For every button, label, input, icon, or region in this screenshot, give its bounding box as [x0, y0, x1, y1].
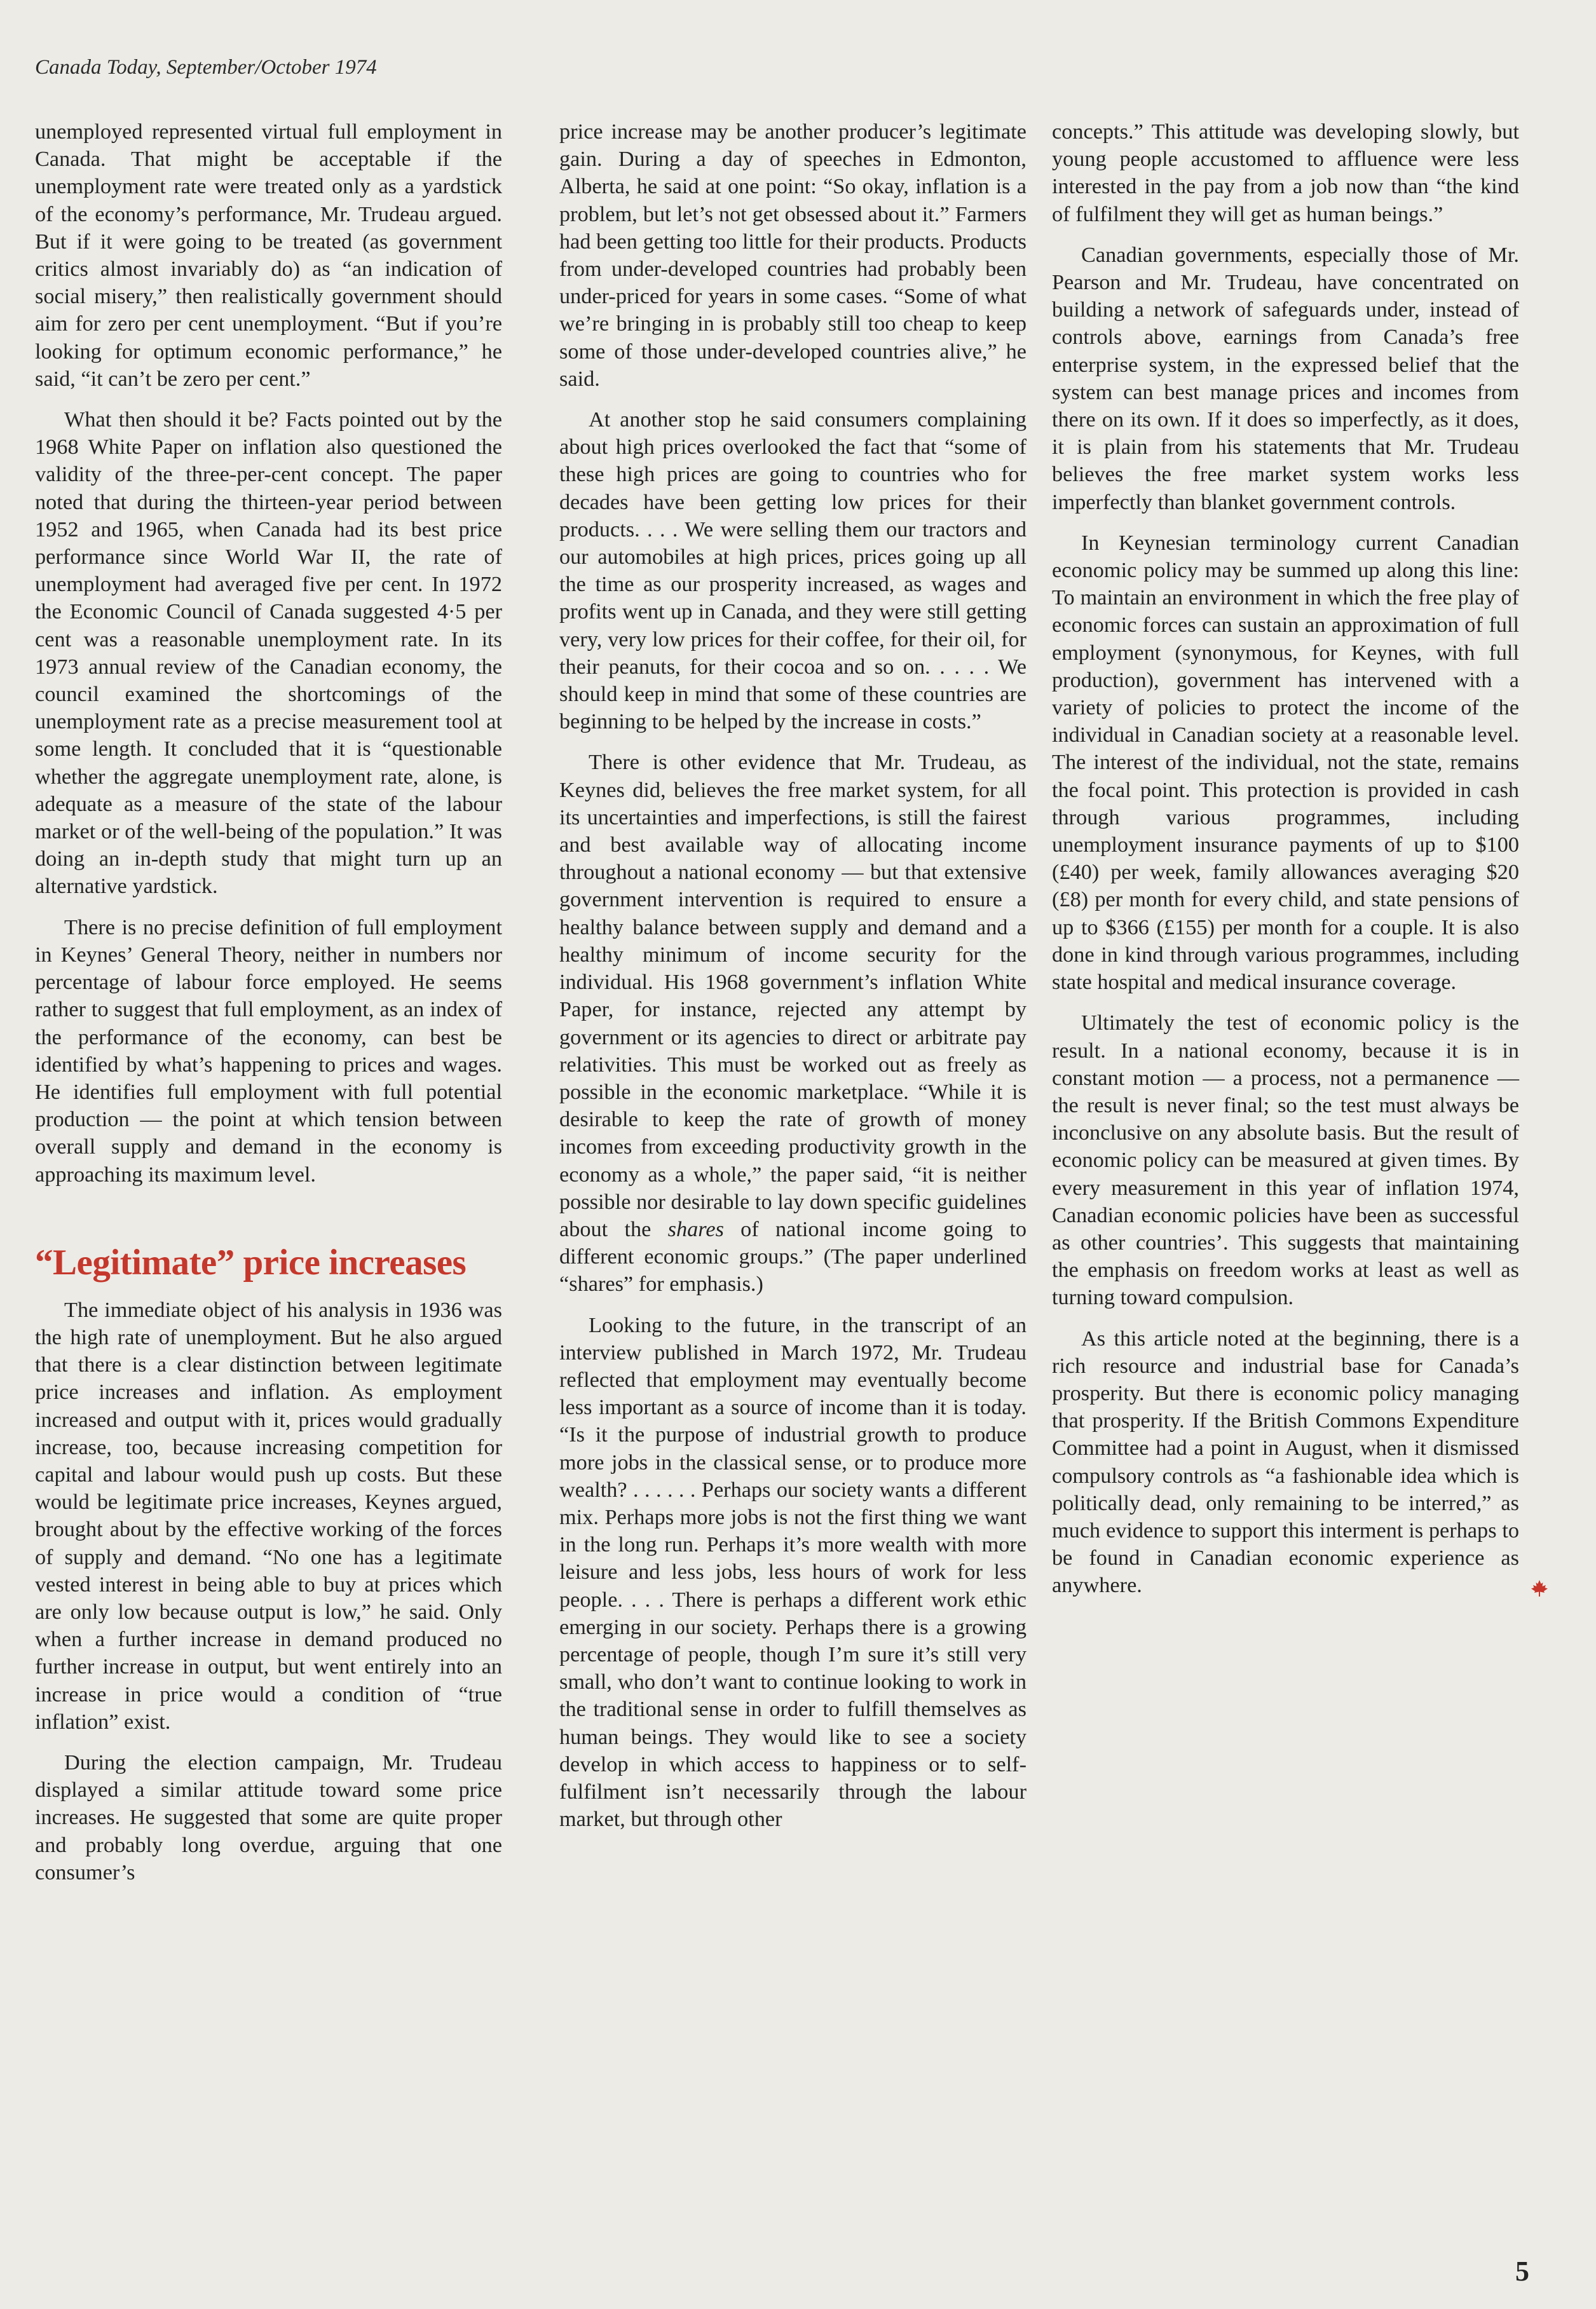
- paragraph: At another stop he said consumers complaining about high prices overlooked the fact that “some of these high prices are going to countries who for decades have been getting low prices for their products. . . . We were selling them our tractors and our automobiles at high prices, prices going up all the time as our prosperity increased, as wages and profits went up in Canada, and they were still getting very, very low prices for their coffee, for their oil, for their peanuts, for their cocoa and so on. . . . . We should keep in mind that some of these countries are beginning to be helped by the increase in costs.”: [559, 407, 1026, 734]
- paragraph: concepts.” This attitude was developing slowly, but young people accustomed to affluence were less interested in the pay from a job now than “the kind of fulfilment they will get as human beings.”: [1052, 119, 1519, 226]
- emphasis: shares: [667, 1216, 724, 1241]
- running-head: Canada Today, September/October 1974: [35, 56, 377, 79]
- paragraph: Looking to the future, in the transcript of an interview published in March 1972, Mr. Trudeau reflected that employment may eventually become less important as a source of income than it is today. “Is it the purpose of industrial growth to produce more jobs in the classical sense, or to produce more wealth? . . . . . . Perhaps our society wants a different mix. Perhaps more jobs is not the first thing we want in the long run. Perhaps it’s more wealth with more leisure and less jobs, less hours of work for less people. . . . There is perhaps a different work ethic emerging in our society. Perhaps there is a growing percentage of people, though I’m sure it’s still very small, who don’t want to continue looking to work in the traditional sense in order to fulfill themselves as human beings. They would like to see a society develop in which access to happiness or to self-fulfilment isn’t necessarily through the labour market, but through other: [559, 1312, 1026, 1832]
- paragraph: Canadian governments, especially those of Mr. Pearson and Mr. Trudeau, have concentrated on building a network of safeguards under, instead of controls above, earnings from Canada’s free enterprise system, in the expressed belief that the system can best manage prices and incomes from there on its own. If it does so imperfectly, as it does, it is plain from his statements that Mr. Trudeau believes the free market system works less imperfectly than blanket government controls.: [1052, 242, 1519, 514]
- paragraph: During the election campaign, Mr. Trudeau displayed a similar attitude toward some price increases. He suggested that some are quite proper and probably long overdue, arguing that one consumer’s: [35, 1750, 502, 1884]
- paragraph-final: [1052, 1325, 1519, 1600]
- section-heading: “Legitimate” price increases: [35, 1242, 467, 1283]
- column-2: [559, 118, 1026, 1846]
- page-number: 5: [1515, 2256, 1529, 2287]
- paragraph-final-text: As this article noted at the beginning, there is a rich resource and industrial base for Canada’s prosperity. But there is economic policy managing that prosperity. If the British Commons Expenditure Committee had a point in August, when it dismissed compulsory controls as “a fashionable idea which is politically dead, only remaining to be interred,” as much evidence to support this interment is perhaps to be found in Canadian economic experience as anywhere.: [1052, 1326, 1519, 1598]
- paragraph: price increase may be another producer’s legitimate gain. During a day of speeches in Edmonton, Alberta, he said at one point: “So okay, inflation is a problem, but let’s not get obsessed about it.” Farmers had been getting too little for their products. Products from under-developed countries had probably been under-priced for years in some cases. “Some of what we’re bringing in is probably still too cheap to keep some of those under-developed countries alive,” he said.: [559, 119, 1026, 391]
- column-3: [1052, 118, 1519, 1613]
- paragraph: The immediate object of his analysis in 1936 was the high rate of unemployment. But he also argued that there is a clear distinction between legitimate price increases and inflation. As employment increased and output with it, prices would gradually increase, too, because increasing competition for capital and labour would push up costs. But these would be legitimate price increases, Keynes argued, brought about by the effective working of the forces of supply and demand. “No one has a legitimate vested interest in being able to buy at prices which are only low because output is low,” he said. Only when a further increase in demand produced no further increase in output, but went entirely into an increase in price would a condition of “true inflation” exist.: [35, 1297, 502, 1734]
- paragraph: What then should it be? Facts pointed out by the 1968 White Paper on inflation also questioned the validity of the three-per-cent concept. The paper noted that during the thirteen-year period between 1952 and 1965, when Canada had its best price performance since World War II, the rate of unemployment had averaged five per cent. In 1972 the Economic Council of Canada suggested 4·5 per cent was a reasonable unemployment rate. In its 1973 annual review of the Canadian economy, the council examined the shortcomings of the unemployment rate as a precise measurement tool at some length. It concluded that it is “questionable whether the aggregate unemployment rate, alone, is adequate as a measure of the state of the labour market or of the well-being of the population.” It was doing an in-depth study that might turn up an alternative yardstick.: [35, 407, 502, 899]
- maple-leaf-icon: [1501, 1577, 1519, 1595]
- paragraph: There is other evidence that Mr. Trudeau, as Keynes did, believes the free market system, for all its uncertainties and imperfections, is still the fairest and best available way of allocating income throughout a national economy — but that extensive government intervention is required to ensure a healthy balance between supply and demand and a healthy minimum of income security for the individual. His 1968 government’s inflation White Paper, for instance, rejected any attempt by government or its agencies to direct or arbitrate pay relativities. This must be worked out as freely as possible in the economic marketplace. “While it is desirable to keep the rate of growth of money incomes from exceeding productivity growth in the economy as a whole,” the paper said, “it is neither possible nor desirable to lay down specific guidelines about the shares of national income going to different economic groups.” (The paper underlined “shares” for emphasis.): [559, 750, 1027, 1297]
- paragraph: unemployed represented virtual full employment in Canada. That might be acceptable if the unemployment rate were treated only as a yardstick of the economy’s performance, Mr. Trudeau argued. But if it were going to be treated (as government critics almost invariably do) as “an indication of social misery,” then realistically government should aim for zero per cent unemployment. “But if you’re looking for optimum economic performance,” he said, “it can’t be zero per cent.”: [35, 119, 502, 391]
- paragraph: In Keynesian terminology current Canadian economic policy may be summed up along this line: To maintain an environment in which the free play of economic forces can sustain an approximation of full employment (synonymous, for Keynes, with full production), government has intervened with a variety of policies to protect the income of the individual in Canadian society at a reasonable level. The interest of the individual, not the state, remains the focal point. This protection is provided in cash through various programmes, including unemployment insurance payments of up to $100 (£40) per week, family allowances averaging $20 (£8) per month for every child, and state pensions of up to $366 (£155) per month for a couple. It is also done in kind through various programmes, including state hospital and medical insurance coverage.: [1052, 530, 1519, 995]
- paragraph: Ultimately the test of economic policy is the result. In a national economy, because it is in constant motion — a process, not a permanence — the result is never final; so the test must always be inconclusive on any absolute basis. But the result of economic policy can be measured at given times. By every measurement in this year of inflation 1974, Canadian economic policies have been as successful as other countries’. This suggests that maintaining the emphasis on freedom works at least as well as turning toward compulsion.: [1052, 1011, 1519, 1310]
- column-1: [35, 118, 502, 1900]
- paragraph: There is no precise definition of full employment in Keynes’ General Theory, neither in numbers nor percentage of labour force employed. He seems rather to suggest that full employment, as an index of the performance of the economy, can best be identified by what’s happening to prices and wages. He identifies full employment with full potential production — the point at which tension between overall supply and demand in the economy is approaching its maximum level.: [35, 915, 502, 1187]
